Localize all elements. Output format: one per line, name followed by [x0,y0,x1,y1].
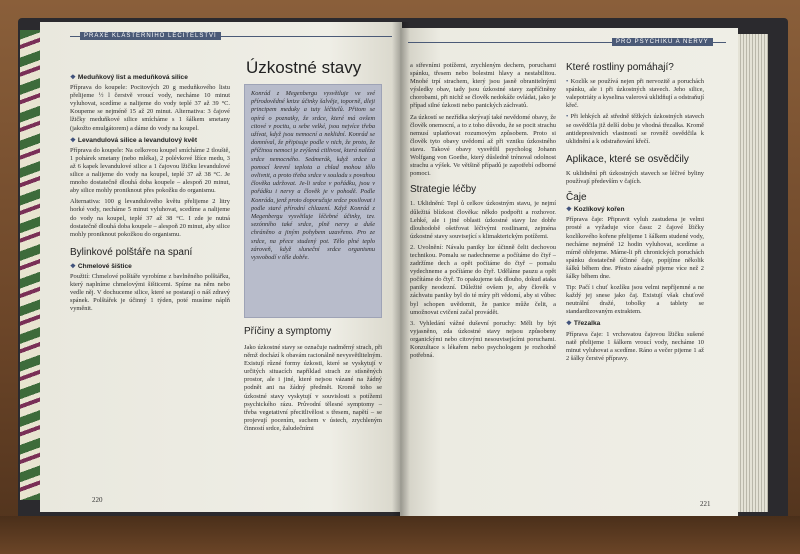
heading-valerian: ❖ Kozlíkový kořen [566,206,625,214]
right-page [400,28,738,516]
left-page [40,22,402,512]
paragraph-strategy-1: 1. Uklidnění: Tepl ů celkov úzkostným stavu, je nejmí důležitá blízkost člověka: někdo podpořit a rozhovor. Lehké, ale i jiné oblasti úzkostné stavy lze dobře dlouhodobě ošetřovat léčivými rostlinami, zejména úzkostné stavy související s klimakterickým potížemi. [410,200,556,240]
table-foreground [0,516,800,554]
heading-causes: Příčiny a symptomy [244,326,332,337]
paragraph-continuation-2: Za úzkostí se nezřídka skrývají také nevědomé obavy, že člověk onemocní, a to z toho důvodu, že se pocit strachu nemusí uplatňovat rozumovým způsobem. Proto si člověk tyto obavy uvědomí až při vzniku úzkostného stavu. Takové obavy vysvětlil psycholog Johann Wolfgang von Goethe, který důsledně trénoval odolnost strachu a výšek. Ve většině případů je zapotřebí odborné pomoci. [410,113,556,178]
paragraph-lavender: Příprava do koupele: Na celkovou koupel smícháme 2 tlouště, 1 pohárek smetany (nebo mléka), 2 polévkové lžíce medu, 3 až 6 kapek levandulové silice a 1 čajovou lžičku levandulové silice a nalijeme do vody na koupel, teplé 37 až 38 °C. Je mnoho dostatečně dlouhá doba koupele – alespoň 20 minut, aby silice mohly proniknout přes pokožku do organismu. [70,146,230,195]
page-number-left: 220 [92,496,103,504]
heading-strategy: Strategie léčby [410,184,477,196]
heading-teas: Čaje [566,192,587,204]
diamond-icon: ❖ [70,262,76,270]
page-title: Úzkostné stavy [246,58,362,77]
heading-applications: Aplikace, které se osvědčily [566,153,689,165]
book-gutter [392,22,410,516]
paragraph-plants-1: • Kozlík se používá nejen při nervozitě a poruchách spánku, ale i při úzkostných stavech. Jeho silice, valepotriáty a kyselina valerová uklidňují a odstraňují křeč. [566,78,704,110]
running-head-left: PRAXE KLÁŠTERNÍHO LÉČITELSTVÍ [80,32,221,40]
info-box-text: Konrád z Megenbergu vysvětluje ve své přírodovědné knize účinky šalvěje, toporně, dleji principem meduky a tuty léčitelů. Přitom se opírá o poznatky, že srdce, které má ovšem citové v pocitu, u sebe velké, jsou nejvíce třeba užívat, když jsou nemocní a neklidní. Konrád se domníval, že připisuje podle v nich, že proto, že příčinou nemoci je zvýšená citlivost, která nalézá srdce nemocného. Sedmerák, když srdce a pomocí krevní teplota a chlad mohou tělo ovlivnit, a proto třeba srdce v souladu s povahou člověka udržovat. Je-li srdce v pořádku, jsou v pořádku i nervy a člověk je v pohodě. Podle Konráda, jenž proto doporučuje srdce posilovat i podle staré přírodní chlazení. Když Konrád z Megenbergu vysvětluje léčebné účinky, tzv. sezónního také srdce, plně nervy a duše chráněno a jiným pohybem uzavřeno. Pro ze srdce, na přece studený pot. Tělo plné teplo zároveň, když sluneční srdce organismu vysvobodí v těle dobře. [251,90,375,262]
heading-pillows: Bylinkové polštáře na spaní [70,246,193,258]
heading-plants: Které rostliny pomáhají? [566,62,674,73]
left-column-2 [244,344,382,436]
heading-lavender: ❖ Levandulová silice a levandulový květ [70,136,198,144]
paragraph-melissa: Příprava do koupele: Pocitových 20 g meduňkového listu přelijeme ½ l čerstvě vroucí vody, necháme 10 minut vyluhovat, scedíme a nalijeme do vody teplé 37 až 39 °C. Koupeme se nejméně 15 až 20 minut. Alternativa: 3 čajové lžičky meduňkové silice smícháme s 1 šálkem smetany (jakožto emulgátorem) a dáme do vody na koupel. [70,84,230,132]
paragraph-valerian: Příprava čaje: Připravit vyluh zastudena je velmi prosté a vyžaduje více času: 2 čajové lžičky kozlíkového kořene přelijeme 1 šálkem studené vody, necháme nejméně 12 hodin vyluhovat, scedíme a mírně ohřejeme. Máme-li při chronických poruchách spánku dostatečně účinné čaje, popíjíme několik šálků během dne. Přesto zásadně pijeme více než 2 šálky během dne. [566,216,704,280]
paragraph-plants-2: • Při lehkých až středně těžkých úzkostných stavech se osvědčila již delší dobu je vhodná třezalka. Kromě antidepresivních vlastností se rovněž osvědčila k uklidnění a k odstraňování křečí. [566,113,704,145]
running-head-right: PRO PSYCHIKU A NERVY [612,38,713,46]
paragraph-strategy-2: 2. Uvolnění: Návalu paniky lze účinně čelit dechovou technikou. Pomalu se nadechneme a počítáme do čtyř – zadržíme dech a opět počítáme do čtyř – pomalu vydechneme a počítáme do čtyř. Uděláme pauzu a opět počítáme do čtyř. To opakujeme tak dlouho, dokud ataka paniky neodezní. Důležité ovšem je, aby člověk v záchvatu paniky byl do té míry při vědomí, aby si vůbec byl schopen uvědomit, že panice může čelit, a umožnovat cvičení začal provádět. [410,243,556,316]
heading-hops: ❖ Chmelové šištice [70,262,132,270]
heading-stjohn: ❖ Třezalka [566,320,601,328]
diamond-icon: ❖ [566,206,572,214]
paragraph-strategy-3: 3. Vyhledání vážné duševní poruchy: Měli by být vyjasněno, zda úzkostné stavy nejsou způsobeny organickými nebo citovými nesouvisejícími poruchami. Konzultace s lékařem nebo psychologem je rozhodně potřebná. [410,319,556,360]
diamond-icon: ❖ [566,320,572,328]
heading-melissa: ❖ Meduňkový list a meduňková silice [70,74,188,81]
right-column-2 [566,64,704,366]
left-column-1 [70,70,230,316]
right-column-1 [410,62,556,363]
paragraph-hops: Použití: Chmelové polštáře vyrobíme z bavlněného polštářku, který naplníme chmelovými šišticemi. Spíme na něm nebo vedle něj. V dochuceme silice, které se postarají o náš zdravý spánek. Polštářek je účinný 1 týden, poté musíme náplň vyměnit. [70,272,230,313]
paragraph-applications: K uklidnění při úzkostných stavech se léčivé byliny používají především v čajích. [566,169,704,186]
diamond-icon: ❖ [70,74,76,81]
paragraph-causes: Jako úzkostné stavy se označuje nadměrný strach, při němž dochází k obavám racionálně nevysvětlitelným. Existují různé formy úzkosti, které se vyskytují v určitých situacích například strach ze stísněných prostor, ale i jiné, které nejsou vázané na žádný podnět ani na žádný předmět. Kromě toho se úzkostné stavy vyskytují v souvislosti s potížemi psychického rázu. Průvodní tělesné symptomy – třeba vegetativní přecitlivělost s třesem, napětí – se projevují pocením, suchem v ústech, zrychleným činností srdce, žaludečními [244,344,382,432]
diamond-icon: ❖ [70,136,76,144]
info-box [244,84,382,318]
page-number-right: 221 [700,500,711,508]
page-edges [738,34,768,512]
paragraph-valerian-tip: Tip: Pačí i chuť kozlíku jsou velmi nepříjemné a ne každý jej snese jako čaj. Existují však chuťově neutrální dražé, tobolky a tablety se standardizovaným extraktem. [566,284,704,316]
paragraph-continuation: a střevními potížemi, zrychleným dechem, poruchami spánku, třesem nebo bolestmi hlavy a nestabilitou. Mnohé trpí strachem, který jsou jasně obranitelnými výsledky obav, tady jsou úzkostné stavy zapříčiněny chorobami, při nichž se člověk nedokáže ovládat, jako je případ silné úzkosti nebo panických záchvatů. [410,62,556,110]
paragraph-lavender-alt: Alternativa: 100 g levandulového květu přelijeme 2 litry horké vody, necháme 5 minut vyluhovat, scedíme a nalijeme do vody na koupel, teplé 37 až 38 °C. I zde je nutná dostatečně dlouhá doba koupele – alespoň 20 minut, aby silice mohly proniknout pokožkou do organismu. [70,198,230,238]
decorative-leaf-pattern [20,30,40,500]
paragraph-stjohn: Příprava čaje: 1 vrchovatou čajovou lžičku sušené natě přelijeme 1 šálkem vroucí vody, necháme 10 minut vyluhovat a scedíme. Ráno a večer pijeme 1 až 2 šálky čerstvé přípravy. [566,330,704,362]
